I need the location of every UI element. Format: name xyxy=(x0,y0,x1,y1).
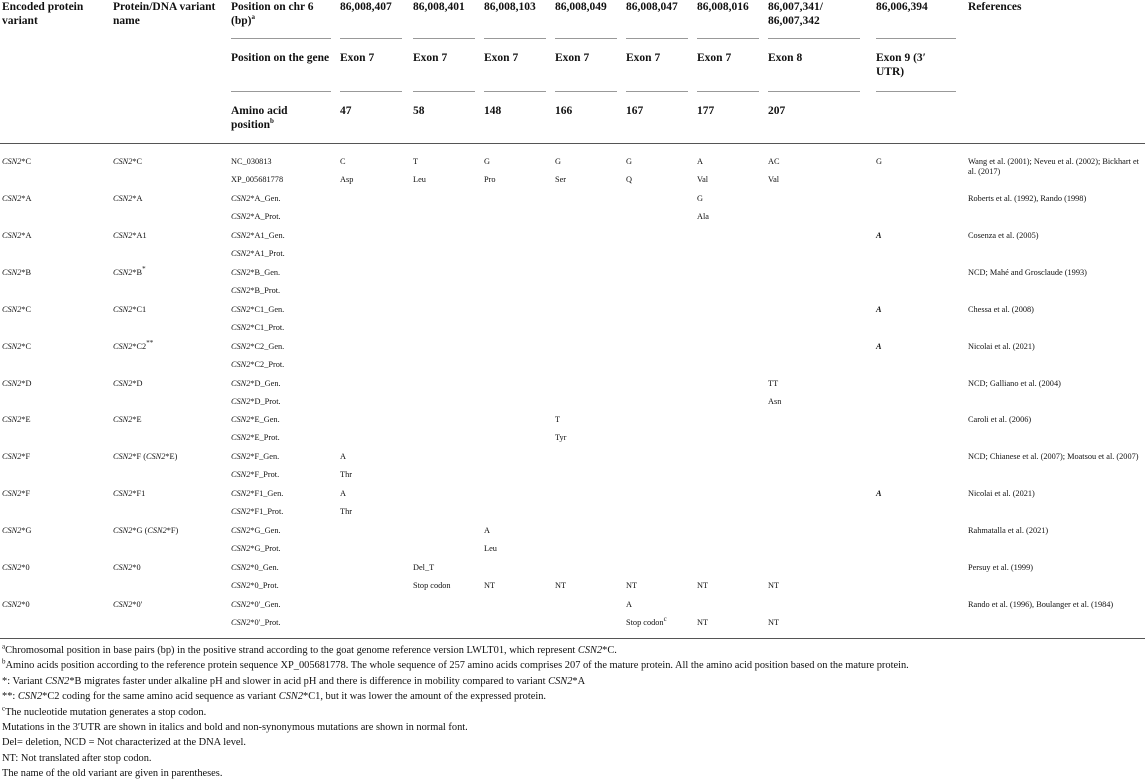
nucleotide-cell: G xyxy=(484,157,490,166)
header-rule xyxy=(340,38,402,39)
name-cell: CSN2*E xyxy=(113,415,142,424)
variant-cell: CSN2*F xyxy=(2,489,31,498)
variant-cell: CSN2*0 xyxy=(2,600,30,609)
prot-value-cell: Thr xyxy=(340,470,352,479)
nucleotide-cell: AC xyxy=(768,157,780,166)
prot-value-cell: Leu xyxy=(484,544,497,553)
footnote: $^b$Amino acids position according to the reference protein sequence XP_005681778. The whole sequence of 257 amino acids comprises 207 of the mature protein. All the amino acid position based on the mature protein. xyxy=(2,657,909,672)
prot-value-cell: Thr xyxy=(340,507,352,516)
header-gene-position: Position on the gene xyxy=(231,52,330,64)
header-bottom-rule xyxy=(0,143,1145,144)
name-cell: CSN2*0 xyxy=(113,563,141,572)
name-cell: CSN2*F1 xyxy=(113,489,146,498)
header-aa-value: 177 xyxy=(697,105,715,117)
header-rule xyxy=(768,38,860,39)
variant-cell: CSN2*C xyxy=(2,157,32,166)
prot-value-cell: NT xyxy=(768,618,780,627)
header-position-value: 86,008,407 xyxy=(340,1,392,13)
prot-id-cell: CSN2*0_Prot. xyxy=(231,581,279,590)
reference-cell: NCD; Galliano et al. (2004) xyxy=(968,379,1061,388)
gen-value-cell: A xyxy=(626,600,632,609)
ref-seq-cell: XP_005681778 xyxy=(231,175,284,184)
prot-value-cell: Stop codon$^c$ xyxy=(626,615,667,627)
footnote: The name of the old variant are given in parentheses. xyxy=(2,768,223,780)
name-cell: CSN2*F (CSN2*E) xyxy=(113,452,178,461)
header-rule xyxy=(231,38,331,39)
prot-value-cell: Ala xyxy=(697,212,709,221)
footnote: *: Variant CSN2*B migrates faster under alkaline pH and slower in acid pH and there is difference in mobility compared to variant CSN2*A xyxy=(2,675,586,687)
header-rule xyxy=(484,91,546,92)
amino-acid-cell: Val xyxy=(768,175,780,184)
header-rule xyxy=(413,91,475,92)
variant-cell: CSN2*A xyxy=(2,231,32,240)
variant-cell: CSN2*A xyxy=(2,194,32,203)
header-rule xyxy=(231,91,331,92)
header-rule xyxy=(413,38,475,39)
header-rule xyxy=(555,38,617,39)
gen-value-cell: A xyxy=(876,489,882,498)
reference-cell: NCD; Mahé and Grosclaude (1993) xyxy=(968,268,1087,277)
header-rule xyxy=(876,38,956,39)
nucleotide-cell: G xyxy=(626,157,632,166)
header-rule xyxy=(484,38,546,39)
prot-value-cell: NT xyxy=(697,618,709,627)
gen-id-cell: CSN2*0′_Gen. xyxy=(231,600,281,609)
amino-acid-cell: Ser xyxy=(555,175,567,184)
name-cell: CSN2*B* xyxy=(113,265,146,277)
reference-cell: Nicolai et al. (2021) xyxy=(968,342,1035,351)
reference-cell: Persuy et al. (1999) xyxy=(968,563,1033,572)
variant-cell: CSN2*C xyxy=(2,305,32,314)
footnote: $^a$Chromosomal position in base pairs (bp) in the positive strand according to the goat genome reference version LWLT01, which represent CSN2*C. xyxy=(2,642,617,656)
amino-acid-cell: Asp xyxy=(340,175,354,184)
reference-cell: Wang et al. (2001); Neveu et al. (2002); Bickhart et al. (2017) xyxy=(968,157,1139,176)
nucleotide-cell: C xyxy=(340,157,346,166)
reference-cell: Chessa et al. (2008) xyxy=(968,305,1034,314)
name-cell: CSN2*C1 xyxy=(113,305,147,314)
gen-id-cell: CSN2*A_Gen. xyxy=(231,194,281,203)
prot-id-cell: CSN2*B_Prot. xyxy=(231,286,281,295)
nucleotide-cell: G xyxy=(876,157,882,166)
header-position-value: 86,008,047 xyxy=(626,1,678,13)
prot-id-cell: CSN2*D_Prot. xyxy=(231,397,281,406)
reference-cell: Cosenza et al. (2005) xyxy=(968,231,1039,240)
header-rule xyxy=(626,91,688,92)
gen-id-cell: CSN2*F_Gen. xyxy=(231,452,280,461)
header-position-value: 86,006,394 xyxy=(876,1,928,13)
prot-value-cell: NT xyxy=(697,581,709,590)
gen-value-cell: T xyxy=(555,415,561,424)
header-references: References xyxy=(968,1,1022,13)
reference-cell: Roberts et al. (1992), Rando (1998) xyxy=(968,194,1087,203)
footnote: **: CSN2*C2 coding for the same amino acid sequence as variant CSN2*C1, but it was lower the amount of the expressed protein. xyxy=(2,691,547,703)
nucleotide-cell: A xyxy=(697,157,703,166)
header-aa-value: 47 xyxy=(340,105,352,117)
header-chr-position: Position on chr 6 (bp)$^a$ xyxy=(231,1,314,27)
header-position-value: 86,008,016 xyxy=(697,1,749,13)
name-cell: CSN2*D xyxy=(113,379,143,388)
prot-id-cell: CSN2*0′_Prot. xyxy=(231,618,281,627)
prot-id-cell: CSN2*E_Prot. xyxy=(231,433,280,442)
prot-id-cell: CSN2*F_Prot. xyxy=(231,470,280,479)
header-exon: Exon 7 xyxy=(626,52,661,64)
header-exon: Exon 7 xyxy=(697,52,732,64)
reference-cell: Nicolai et al. (2021) xyxy=(968,489,1035,498)
prot-id-cell: CSN2*A_Prot. xyxy=(231,212,281,221)
gen-value-cell: TT xyxy=(768,379,779,388)
header-position-value: 86,008,049 xyxy=(555,1,607,13)
gen-value-cell: A xyxy=(876,231,882,240)
header-exon: Exon 7 xyxy=(555,52,590,64)
gen-value-cell: A xyxy=(340,489,346,498)
name-cell: CSN2*0′ xyxy=(113,600,143,609)
header-rule xyxy=(340,91,402,92)
nucleotide-cell: G xyxy=(555,157,561,166)
variant-cell: CSN2*D xyxy=(2,379,32,388)
header-aa-value: 167 xyxy=(626,105,644,117)
gen-id-cell: CSN2*B_Gen. xyxy=(231,268,281,277)
gen-id-cell: CSN2*0_Gen. xyxy=(231,563,279,572)
prot-value-cell: Tyr xyxy=(555,433,567,442)
footnote: Del= deletion, NCD = Not characterized at the DNA level. xyxy=(2,737,246,749)
prot-id-cell: CSN2*G_Prot. xyxy=(231,544,281,553)
header-rule xyxy=(626,38,688,39)
gen-value-cell: G xyxy=(697,194,703,203)
name-cell: CSN2*A xyxy=(113,194,143,203)
header-aa-position: Amino acid position$^b$ xyxy=(231,105,288,131)
header-rule xyxy=(697,38,759,39)
header-exon: Exon 7 xyxy=(413,52,448,64)
header-rule xyxy=(555,91,617,92)
header-aa-value: 207 xyxy=(768,105,786,117)
gen-value-cell: A xyxy=(876,342,882,351)
gen-id-cell: CSN2*C1_Gen. xyxy=(231,305,285,314)
header-position-value: 86,007,341/ 86,007,342 xyxy=(768,1,823,27)
gen-id-cell: CSN2*A1_Gen. xyxy=(231,231,285,240)
reference-cell: Rando et al. (1996), Boulanger et al. (1984) xyxy=(968,600,1114,609)
name-cell: CSN2*C2** xyxy=(113,339,154,351)
prot-value-cell: NT xyxy=(555,581,567,590)
header-aa-value: 148 xyxy=(484,105,502,117)
gen-value-cell: Del_T xyxy=(413,563,435,572)
header-rule xyxy=(768,91,860,92)
footnote: $^c$The nucleotide mutation generates a stop codon. xyxy=(2,704,207,718)
footnote: Mutations in the 3′UTR are shown in italics and bold and non-synonymous mutations are shown in normal font. xyxy=(2,722,468,733)
prot-value-cell: NT xyxy=(626,581,638,590)
gen-id-cell: CSN2*E_Gen. xyxy=(231,415,280,424)
gen-value-cell: A xyxy=(340,452,346,461)
header-rule xyxy=(697,91,759,92)
header-encoded-variant: Encoded protein variant xyxy=(2,1,84,27)
prot-value-cell: NT xyxy=(768,581,780,590)
variant-cell: CSN2*B xyxy=(2,268,32,277)
header-exon: Exon 9 (3′ UTR) xyxy=(876,52,926,78)
header-position-value: 86,008,401 xyxy=(413,1,465,13)
amino-acid-cell: Val xyxy=(697,175,709,184)
variant-cell: CSN2*E xyxy=(2,415,31,424)
gen-id-cell: CSN2*F1_Gen. xyxy=(231,489,284,498)
header-exon: Exon 7 xyxy=(340,52,375,64)
reference-cell: NCD; Chianese et al. (2007); Moatsou et al. (2007) xyxy=(968,452,1139,461)
amino-acid-cell: Pro xyxy=(484,175,496,184)
footnote: NT: Not translated after stop codon. xyxy=(2,752,152,764)
header-exon: Exon 8 xyxy=(768,52,803,64)
prot-value-cell: NT xyxy=(484,581,496,590)
name-cell: CSN2*A1 xyxy=(113,231,147,240)
header-aa-value: 58 xyxy=(413,105,425,117)
header-variant-name: Protein/DNA variant name xyxy=(113,1,216,27)
amino-acid-cell: Leu xyxy=(413,175,426,184)
table-bottom-rule xyxy=(0,638,1145,639)
header-position-value: 86,008,103 xyxy=(484,1,536,13)
prot-id-cell: CSN2*F1_Prot. xyxy=(231,507,284,516)
gen-value-cell: A xyxy=(876,305,882,314)
header-rule xyxy=(876,91,956,92)
ref-seq-cell: NC_030813 xyxy=(231,157,272,166)
reference-cell: Caroli et al. (2006) xyxy=(968,415,1032,424)
prot-value-cell: Asn xyxy=(768,397,782,406)
header-exon: Exon 7 xyxy=(484,52,519,64)
name-cell: CSN2*G (CSN2*F) xyxy=(113,526,179,535)
prot-id-cell: CSN2*C2_Prot. xyxy=(231,360,285,369)
gen-id-cell: CSN2*D_Gen. xyxy=(231,379,281,388)
variant-cell: CSN2*0 xyxy=(2,563,30,572)
header-aa-value: 166 xyxy=(555,105,573,117)
amino-acid-cell: Q xyxy=(626,175,632,184)
gen-value-cell: A xyxy=(484,526,490,535)
prot-id-cell: CSN2*A1_Prot. xyxy=(231,249,285,258)
reference-cell: Rahmatalla et al. (2021) xyxy=(968,526,1049,535)
gen-id-cell: CSN2*C2_Gen. xyxy=(231,342,285,351)
variant-cell: CSN2*C xyxy=(2,342,32,351)
prot-value-cell: Stop codon xyxy=(413,581,451,590)
nucleotide-cell: T xyxy=(413,157,419,166)
gen-id-cell: CSN2*G_Gen. xyxy=(231,526,281,535)
variant-cell: CSN2*G xyxy=(2,526,32,535)
variant-cell: CSN2*F xyxy=(2,452,31,461)
prot-id-cell: CSN2*C1_Prot. xyxy=(231,323,285,332)
name-cell: CSN2*C xyxy=(113,157,143,166)
